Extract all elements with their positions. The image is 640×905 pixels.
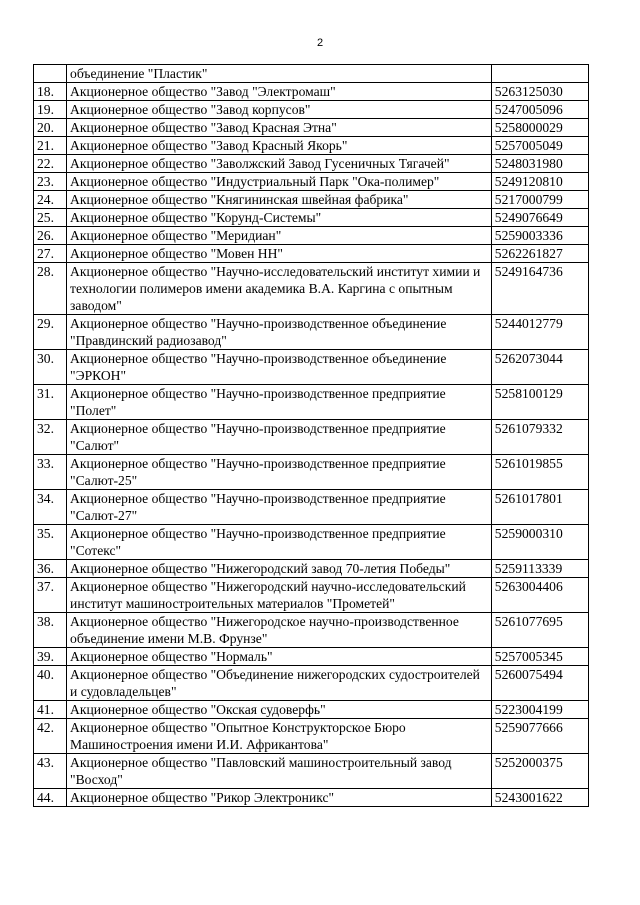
table-row xyxy=(34,155,589,173)
organization-name: Акционерное общество "Индустриальный Парк "Ока-полимер" xyxy=(67,173,492,191)
organization-name: Акционерное общество "Меридиан" xyxy=(67,227,492,245)
table-row xyxy=(34,101,589,119)
table-row xyxy=(34,83,589,101)
inn-code: 5249076649 xyxy=(491,209,588,227)
table-row xyxy=(34,648,589,666)
organization-name: Акционерное общество "Нижегородский научно-исследовательский институт машиностроительных материалов "Прометей" xyxy=(67,578,492,613)
inn-code: 5243001622 xyxy=(491,789,588,807)
row-number: 22. xyxy=(34,155,67,173)
inn-code: 5248031980 xyxy=(491,155,588,173)
table-row xyxy=(34,455,589,490)
inn-code: 5252000375 xyxy=(491,754,588,789)
row-number: 39. xyxy=(34,648,67,666)
inn-code xyxy=(491,65,588,83)
row-number: 20. xyxy=(34,119,67,137)
inn-code: 5257005049 xyxy=(491,137,588,155)
organization-name: Акционерное общество "Нижегородское научно-производственное объединение имени М.В. Фрунзе" xyxy=(67,613,492,648)
table-row xyxy=(34,525,589,560)
table-row xyxy=(34,560,589,578)
organization-name: Акционерное общество "Корунд-Системы" xyxy=(67,209,492,227)
inn-code: 5258000029 xyxy=(491,119,588,137)
table-row xyxy=(34,789,589,807)
inn-code: 5258100129 xyxy=(491,385,588,420)
table-row xyxy=(34,613,589,648)
row-number: 18. xyxy=(34,83,67,101)
table-row xyxy=(34,263,589,315)
inn-code: 5259077666 xyxy=(491,719,588,754)
inn-code: 5217000799 xyxy=(491,191,588,209)
table-row xyxy=(34,191,589,209)
table-row xyxy=(34,245,589,263)
row-number: 25. xyxy=(34,209,67,227)
row-number: 37. xyxy=(34,578,67,613)
organization-name: Акционерное общество "Княгининская швейная фабрика" xyxy=(67,191,492,209)
table-row xyxy=(34,65,589,83)
table-row xyxy=(34,209,589,227)
row-number: 41. xyxy=(34,701,67,719)
inn-code: 5261019855 xyxy=(491,455,588,490)
organization-name: Акционерное общество "Окская судоверфь" xyxy=(67,701,492,719)
row-number: 44. xyxy=(34,789,67,807)
organization-name: Акционерное общество "Научно-производственное предприятие "Сотекс" xyxy=(67,525,492,560)
inn-code: 5261017801 xyxy=(491,490,588,525)
row-number: 30. xyxy=(34,350,67,385)
organization-name: Акционерное общество "Завод корпусов" xyxy=(67,101,492,119)
row-number: 40. xyxy=(34,666,67,701)
row-number: 31. xyxy=(34,385,67,420)
organization-name: Акционерное общество "Научно-производственное предприятие "Салют-27" xyxy=(67,490,492,525)
inn-code: 5257005345 xyxy=(491,648,588,666)
table-row xyxy=(34,578,589,613)
row-number: 34. xyxy=(34,490,67,525)
row-number: 38. xyxy=(34,613,67,648)
table-row xyxy=(34,119,589,137)
table-row xyxy=(34,490,589,525)
inn-code: 5249120810 xyxy=(491,173,588,191)
inn-code: 5259000310 xyxy=(491,525,588,560)
inn-code: 5259003336 xyxy=(491,227,588,245)
row-number: 27. xyxy=(34,245,67,263)
inn-code: 5223004199 xyxy=(491,701,588,719)
table-row xyxy=(34,227,589,245)
table-row xyxy=(34,385,589,420)
row-number: 42. xyxy=(34,719,67,754)
organization-name: Акционерное общество "Научно-производственное предприятие "Салют" xyxy=(67,420,492,455)
organization-name: Акционерное общество "Павловский машиностроительный завод "Восход" xyxy=(67,754,492,789)
inn-code: 5261077695 xyxy=(491,613,588,648)
inn-code: 5261079332 xyxy=(491,420,588,455)
organization-name: Акционерное общество "Объединение нижегородских судостроителей и судовладельцев" xyxy=(67,666,492,701)
organization-name: Акционерное общество "Научно-производственное объединение "Правдинский радиозавод" xyxy=(67,315,492,350)
organization-name: Акционерное общество "Завод "Электромаш" xyxy=(67,83,492,101)
row-number: 28. xyxy=(34,263,67,315)
inn-code: 5262073044 xyxy=(491,350,588,385)
table-row xyxy=(34,719,589,754)
row-number: 21. xyxy=(34,137,67,155)
page-number: 2 xyxy=(316,37,324,49)
row-number: 19. xyxy=(34,101,67,119)
organization-name: Акционерное общество "Научно-производственное объединение "ЭРКОН" xyxy=(67,350,492,385)
organization-name: Акционерное общество "Научно-исследовательский институт химии и технологии полимеров имени академика В.А. Каргина с опытным заводом" xyxy=(67,263,492,315)
organization-name: Акционерное общество "Научно-производственное предприятие "Салют-25" xyxy=(67,455,492,490)
row-number: 43. xyxy=(34,754,67,789)
row-number: 33. xyxy=(34,455,67,490)
organization-name: объединение "Пластик" xyxy=(67,65,492,83)
table-row xyxy=(34,350,589,385)
inn-code: 5259113339 xyxy=(491,560,588,578)
row-number: 24. xyxy=(34,191,67,209)
organization-name: Акционерное общество "Завод Красная Этна" xyxy=(67,119,492,137)
inn-code: 5263004406 xyxy=(491,578,588,613)
row-number xyxy=(34,65,67,83)
table-row xyxy=(34,315,589,350)
row-number: 23. xyxy=(34,173,67,191)
inn-code: 5260075494 xyxy=(491,666,588,701)
row-number: 32. xyxy=(34,420,67,455)
registry-table xyxy=(33,64,589,807)
registry-table-body xyxy=(34,65,589,807)
inn-code: 5262261827 xyxy=(491,245,588,263)
table-row xyxy=(34,754,589,789)
organization-name: Акционерное общество "Нижегородский завод 70-летия Победы" xyxy=(67,560,492,578)
table-row xyxy=(34,137,589,155)
row-number: 29. xyxy=(34,315,67,350)
organization-name: Акционерное общество "Мовен НН" xyxy=(67,245,492,263)
organization-name: Акционерное общество "Научно-производственное предприятие "Полет" xyxy=(67,385,492,420)
row-number: 26. xyxy=(34,227,67,245)
table-row xyxy=(34,666,589,701)
organization-name: Акционерное общество "Рикор Электроникс" xyxy=(67,789,492,807)
organization-name: Акционерное общество "Заволжский Завод Гусеничных Тягачей" xyxy=(67,155,492,173)
inn-code: 5249164736 xyxy=(491,263,588,315)
inn-code: 5244012779 xyxy=(491,315,588,350)
inn-code: 5263125030 xyxy=(491,83,588,101)
organization-name: Акционерное общество "Завод Красный Якорь" xyxy=(67,137,492,155)
organization-name: Акционерное общество "Нормаль" xyxy=(67,648,492,666)
table-row xyxy=(34,701,589,719)
row-number: 36. xyxy=(34,560,67,578)
table-row xyxy=(34,173,589,191)
table-row xyxy=(34,420,589,455)
organization-name: Акционерное общество "Опытное Конструкторское Бюро Машиностроения имени И.И. Африкантова" xyxy=(67,719,492,754)
row-number: 35. xyxy=(34,525,67,560)
inn-code: 5247005096 xyxy=(491,101,588,119)
